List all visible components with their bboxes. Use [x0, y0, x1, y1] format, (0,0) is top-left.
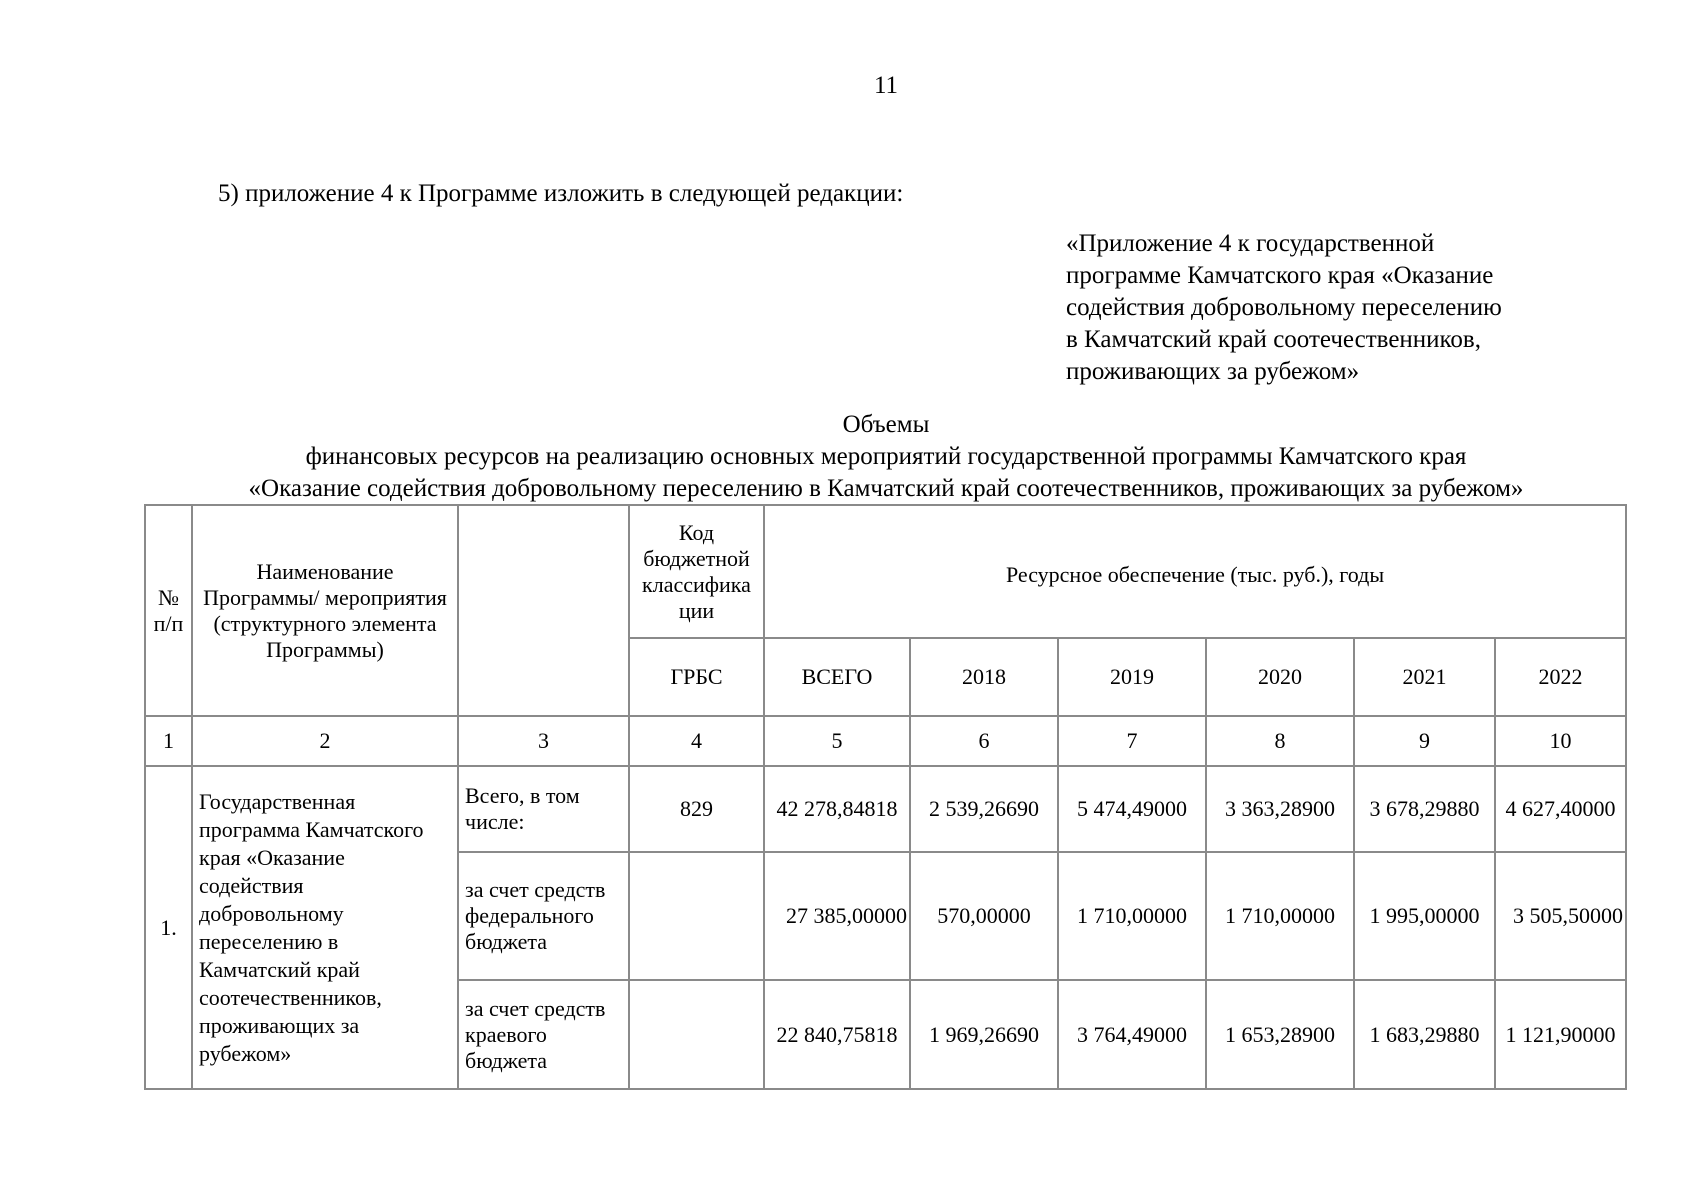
row-value: 3 363,28900 [1206, 766, 1354, 852]
page-number: 11 [873, 72, 899, 99]
row-grbs [629, 852, 764, 980]
appendix-line: проживающих за рубежом» [1066, 358, 1360, 385]
title-line: финансовых ресурсов на реализацию основных мероприятий государственной программы Камчатского края [305, 443, 1467, 470]
header-grbs: ГРБС [629, 638, 764, 716]
row-value: 1 653,28900 [1206, 980, 1354, 1089]
column-number: 9 [1354, 716, 1495, 766]
header-year: 2019 [1058, 638, 1206, 716]
appendix-line: программе Камчатского края «Оказание [1066, 262, 1494, 289]
row-value: 3 678,29880 [1354, 766, 1495, 852]
row-total: 42 278,84818 [764, 766, 910, 852]
row-value: 1 995,00000 [1354, 852, 1495, 980]
row-value: 570,00000 [910, 852, 1058, 980]
column-number: 1 [145, 716, 192, 766]
row-label: за счет средств федерального бюджета [458, 852, 629, 980]
appendix-line: «Приложение 4 к государственной [1066, 230, 1435, 257]
header-total: ВСЕГО [764, 638, 910, 716]
row-value: 1 710,00000 [1206, 852, 1354, 980]
financing-table [144, 504, 1627, 1090]
column-number: 7 [1058, 716, 1206, 766]
appendix-line: в Камчатский край соотечественников, [1066, 326, 1481, 353]
header-row-1 [145, 505, 1626, 638]
header-year: 2020 [1206, 638, 1354, 716]
appendix-line: содействия добровольному переселению [1066, 294, 1502, 321]
row-value: 2 539,26690 [910, 766, 1058, 852]
header-year: 2022 [1495, 638, 1626, 716]
column-number: 6 [910, 716, 1058, 766]
table-row [145, 766, 1626, 852]
row-value: 1 969,26690 [910, 980, 1058, 1089]
table-title [0, 409, 1698, 505]
row-label: Всего, в том числе: [458, 766, 629, 852]
column-number: 4 [629, 716, 764, 766]
column-number: 2 [192, 716, 458, 766]
header-name: Наименование Программы/ мероприятия (структурного элемента Программы) [192, 505, 458, 716]
row-value: 3 505,50000 [1495, 852, 1626, 980]
column-number-row [145, 716, 1626, 766]
row-label: за счет средств краевого бюджета [458, 980, 629, 1089]
appendix-heading [1066, 228, 1502, 388]
row-name: Государственная программа Камчатского края «Оказание содействия добровольному переселению в Камчатский край соотечественников, проживающих за рубежом» [192, 766, 458, 1089]
row-value: 4 627,40000 [1495, 766, 1626, 852]
row-value: 1 683,29880 [1354, 980, 1495, 1089]
column-number: 5 [764, 716, 910, 766]
row-number: 1. [145, 766, 192, 1089]
row-total: 22 840,75818 [764, 980, 910, 1089]
header-code: Код бюджетной классифика ции [629, 505, 764, 638]
row-value: 1 121,90000 [1495, 980, 1626, 1089]
row-value: 5 474,49000 [1058, 766, 1206, 852]
title-line: «Оказание содействия добровольному переселению в Камчатский край соотечественников, проживающих за рубежом» [248, 475, 1524, 502]
title-line: Объемы [842, 411, 930, 438]
header-year: 2018 [910, 638, 1058, 716]
intro-text: 5) приложение 4 к Программе изложить в следующей редакции: [218, 180, 904, 207]
header-resources: Ресурсное обеспечение (тыс. руб.), годы [764, 505, 1626, 638]
row-value: 3 764,49000 [1058, 980, 1206, 1089]
row-grbs: 829 [629, 766, 764, 852]
column-number: 3 [458, 716, 629, 766]
header-num: № п/п [145, 505, 192, 716]
column-number: 10 [1495, 716, 1626, 766]
header-year: 2021 [1354, 638, 1495, 716]
column-number: 8 [1206, 716, 1354, 766]
row-grbs [629, 980, 764, 1089]
header-empty [458, 505, 629, 716]
row-value: 1 710,00000 [1058, 852, 1206, 980]
row-total: 27 385,00000 [764, 852, 910, 980]
